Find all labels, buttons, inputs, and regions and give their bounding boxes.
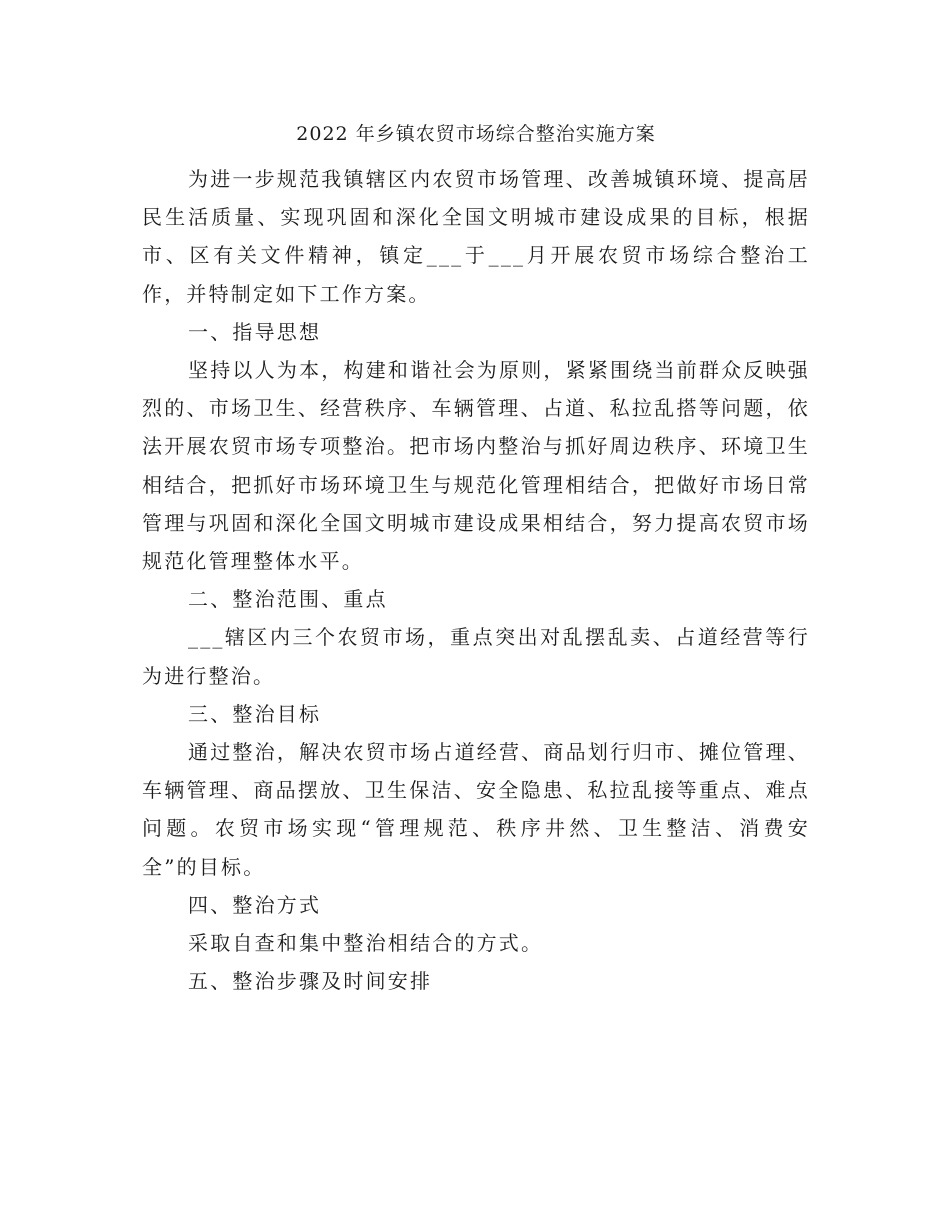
method-paragraph: 采取自查和集中整治相结合的方式。 [188, 931, 544, 956]
intro-paragraph: 为进一步规范我镇辖区内农贸市场管理、改善城镇环境、提高居民生活质量、实现巩固和深化全国文明城市建设成果的目标，根据市、区有关文件精神，镇定___于___月开展农贸市场综合整治工作，并特制定如下工作方案。 [142, 167, 810, 306]
section-heading-steps: 五、整治步骤及时间安排 [188, 969, 433, 994]
section-heading-method: 四、整治方式 [188, 892, 322, 917]
goals-paragraph: 通过整治，解决农贸市场占道经营、商品划行归市、摊位管理、车辆管理、商品摆放、卫生保洁、安全隐患、私拉乱接等重点、难点问题。农贸市场实现“管理规范、秩序井然、卫生整洁、消费安全”的目标。 [142, 740, 810, 879]
section-heading-guiding-thought: 一、指导思想 [188, 319, 322, 344]
guiding-thought-paragraph: 坚持以人为本，构建和谐社会为原则，紧紧围绕当前群众反映强烈的、市场卫生、经营秩序、车辆管理、占道、私拉乱搭等问题，依法开展农贸市场专项整治。把市场内整治与抓好周边秩序、环境卫生相结合，把抓好市场环境卫生与规范化管理相结合，把做好市场日常管理与巩固和深化全国文明城市建设成果相结合，努力提高农贸市场规范化管理整体水平。 [142, 358, 810, 574]
document-title: 2022 年乡镇农贸市场综合整治实施方案 [296, 123, 656, 145]
scope-paragraph: ___辖区内三个农贸市场，重点突出对乱摆乱卖、占道经营等行为进行整治。 [142, 625, 810, 688]
section-heading-goals: 三、整治目标 [188, 701, 322, 726]
document-page [142, 118, 810, 1000]
section-heading-scope: 二、整治范围、重点 [188, 587, 388, 612]
